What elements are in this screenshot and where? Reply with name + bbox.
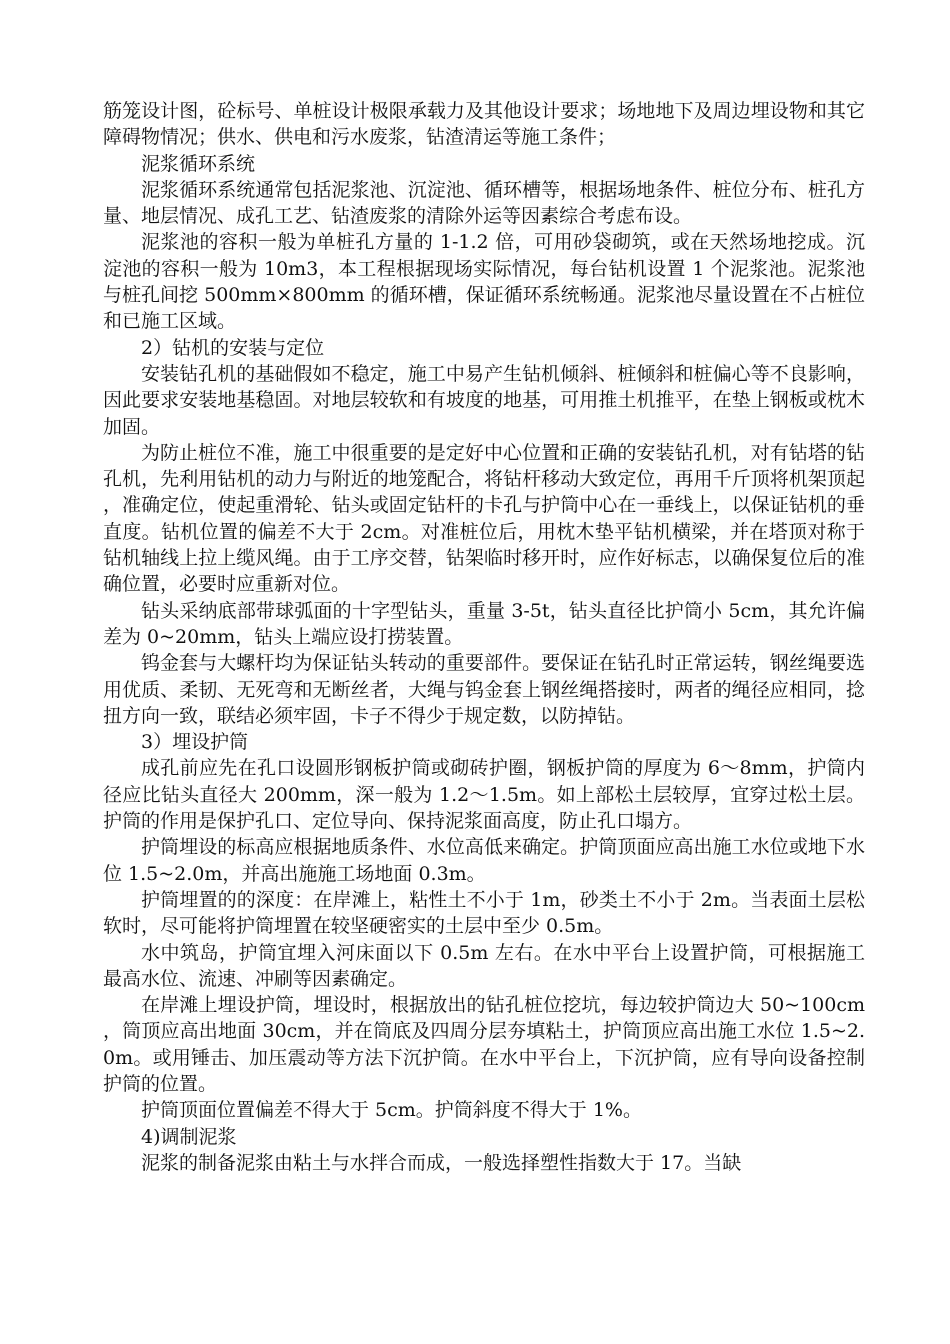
paragraph-8: 成孔前应先在孔口设圆形钢板护筒或砌砖护圈，钢板护筒的厚度为 6～8mm，护筒内径应比钻头直径大 200mm，深一般为 1.2～1.5m。如上部松土层较厚，宜穿过松土层。护筒的作用是保护孔口、定位导向、保持泥浆面高度，防止孔口塌方。 <box>103 757 865 833</box>
paragraph-13: 护筒顶面位置偏差不得大于 5cm。护筒斜度不得大于 1%。 <box>141 1099 642 1122</box>
paragraph-10: 护筒埋置的的深度：在岸滩上，粘性土不小于 1m，砂类土不小于 2m。当表面土层松软时，尽可能将护筒埋置在较坚硬密实的土层中至少 0.5m。 <box>103 888 865 938</box>
section-heading-mud-circulation: 泥浆循环系统 <box>141 152 256 175</box>
paragraph-7: 钨金套与大螺杆均为保证钻头转动的重要部件。要保证在钻孔时正常运转，钢丝绳要选用优质、柔韧、无死弯和无断丝者，大绳与钨金套上钢丝绳搭接时，两者的绳径应相同，捻扭方向一致，联结必须牢固，卡子不得少于规定数，以防掉钻。 <box>103 652 865 727</box>
paragraph-2: 泥浆循环系统通常包括泥浆池、沉淀池、循环槽等，根据场地条件、桩位分布、桩孔方量、地层情况、成孔工艺、钻渣废浆的清除外运等因素综合考虑布设。 <box>103 178 865 228</box>
section-heading-drill-install: 2）钻机的安装与定位 <box>141 336 325 359</box>
paragraph-1: 筋笼设计图，砼标号、单桩设计极限承载力及其他设计要求；场地地下及周边埋设物和其它障碍物情况；供水、供电和污水废浆，钻渣清运等施工条件； <box>103 100 865 149</box>
paragraph-3: 泥浆池的容积一般为单桩孔方量的 1-1.2 倍，可用砂袋砌筑，或在天然场地挖成。沉淀池的容积一般为 10m3，本工程根据现场实际情况，每台钻机设置 1 个泥浆池。泥浆池与桩孔间挖 500mm×800mm 的循环槽，保证循环系统畅通。泥浆池尽量设置在不占桩位和已施工区域。 <box>103 231 865 333</box>
paragraph-11: 水中筑岛，护筒宜埋入河床面以下 0.5m 左右。在水中平台上设置护筒，可根据施工最高水位、流速、冲刷等因素确定。 <box>103 941 865 990</box>
paragraph-6: 钻头采纳底部带球弧面的十字型钻头，重量 3-5t，钻头直径比护筒小 5cm，其允许偏差为 0~20mm，钻头上端应设打捞装置。 <box>103 599 865 648</box>
section-heading-mud-prep: 4)调制泥浆 <box>141 1125 237 1148</box>
paragraph-14: 泥浆的制备泥浆由粘土与水拌合而成，一般选择塑性指数大于 17。当缺 <box>141 1151 742 1174</box>
document-page <box>103 98 865 1176</box>
paragraph-5: 为防止桩位不准，施工中很重要的是定好中心位置和正确的安装钻孔机，对有钻塔的钻孔机，先利用钻机的动力与附近的地笼配合，将钻杆移动大致定位，再用千斤顶将机架顶起，准确定位，使起重滑轮、钻头或固定钻杆的卡孔与护筒中心在一垂线上，以保证钻机的垂直度。钻机位置的偏差不大于 2cm。对准桩位后，用枕木垫平钻机横梁，并在塔顶对称于钻机轴线上拉上缆风绳。由于工序交替，钻架临时移开时，应作好标志，以确保复位后的准确位置，必要时应重新对位。 <box>103 441 865 596</box>
paragraph-9: 护筒埋设的标高应根据地质条件、水位高低来确定。护筒顶面应高出施工水位或地下水位 1.5~2.0m，并高出施施工场地面 0.3m。 <box>103 836 865 885</box>
section-heading-casing: 3）埋设护筒 <box>141 731 249 754</box>
paragraph-12: 在岸滩上埋设护筒，埋设时，根据放出的钻孔桩位挖坑，每边较护筒边大 50~100cm，筒顶应高出地面 30cm，并在筒底及四周分层夯填粘土，护筒顶应高出施工水位 1.5~2.0m。或用锤击、加压震动等方法下沉护筒。在水中平台上，下沉护筒，应有导向设备控制护筒的位置。 <box>103 994 865 1095</box>
paragraph-4: 安装钻孔机的基础假如不稳定，施工中易产生钻机倾斜、桩倾斜和桩偏心等不良影响，因此要求安装地基稳固。对地层较软和有坡度的地基，可用推土机推平，在垫上钢板或枕木加固。 <box>103 362 865 438</box>
